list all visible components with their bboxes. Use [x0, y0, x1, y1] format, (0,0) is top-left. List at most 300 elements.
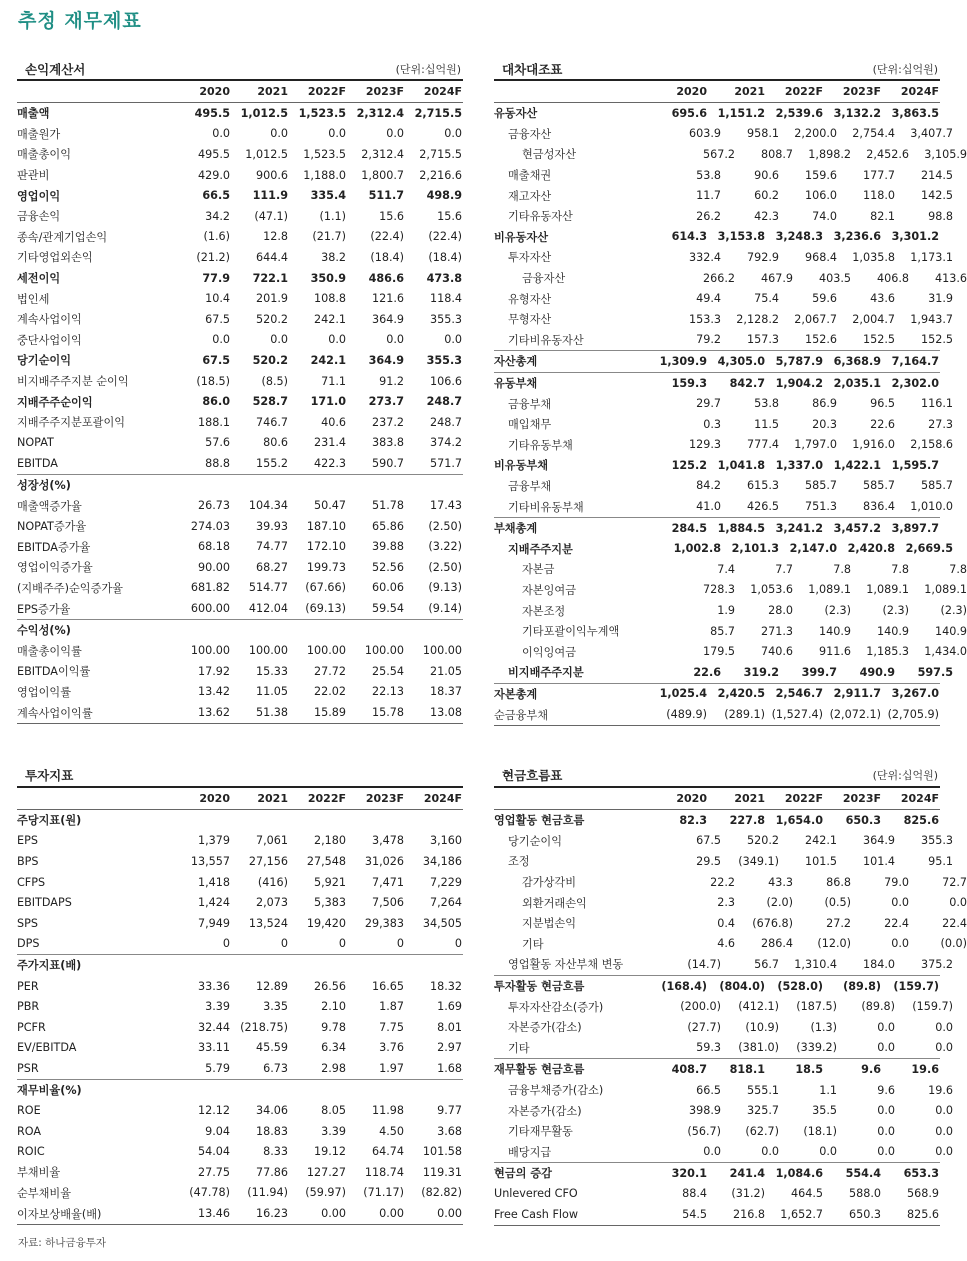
row-label: 영업이익증가율	[17, 561, 93, 575]
cell-value: (289.1)	[724, 708, 765, 722]
table-row	[17, 227, 463, 248]
cell-value: (381.0)	[738, 1041, 779, 1055]
cell-value: (59.97)	[305, 1186, 346, 1200]
cell-value: 31,026	[364, 854, 404, 868]
cell-value: 1,797.0	[794, 438, 837, 452]
cell-value: 80.6	[263, 436, 288, 450]
cell-value: 60.2	[754, 189, 779, 203]
income-statement-table	[17, 79, 463, 724]
row-label: 기타재무활동	[508, 1125, 573, 1139]
cell-value: 7,506	[371, 896, 404, 910]
cell-value: 65.86	[371, 519, 404, 533]
cell-value: 40.6	[321, 415, 346, 429]
cell-value: 335.4	[310, 189, 346, 203]
cell-value: 82.1	[870, 209, 895, 223]
table-row	[17, 1162, 463, 1183]
cell-value: 7.8	[891, 562, 909, 576]
cell-value: (0.0)	[940, 937, 967, 951]
cell-value: (71.17)	[363, 1186, 404, 1200]
cell-value: 0	[338, 937, 346, 951]
source-note: 자료: 하나금융투자	[18, 1237, 107, 1249]
cell-value: 59.6	[812, 292, 837, 306]
row-label: 주당지표(원)	[17, 814, 82, 828]
cell-value: 3.39	[321, 1124, 346, 1138]
table-row	[17, 1017, 463, 1038]
cell-value: 2,715.5	[414, 106, 462, 120]
cell-value: 1,904.2	[775, 376, 823, 390]
cell-value: 104.34	[248, 499, 288, 513]
cell-value: 2,312.4	[361, 147, 404, 161]
cell-value: (804.0)	[719, 979, 765, 993]
table-row	[17, 892, 463, 913]
column-header: 2020	[199, 85, 230, 98]
cell-value: 86.0	[202, 395, 230, 409]
cell-value: 2,035.1	[833, 376, 881, 390]
table-row	[494, 268, 967, 289]
cell-value: 614.3	[671, 230, 707, 244]
table-row	[494, 1204, 940, 1226]
cell-value: 26.2	[696, 209, 721, 223]
column-header: 2021	[734, 792, 765, 805]
column-header: 2023F	[365, 792, 404, 805]
cell-value: 0.0	[935, 1145, 953, 1159]
cell-value: 101.58	[422, 1145, 462, 1159]
cell-value: 2,546.7	[775, 687, 823, 701]
cell-value: 152.5	[920, 333, 953, 347]
table-row	[494, 288, 953, 309]
cell-value: 96.5	[870, 397, 895, 411]
cell-value: 399.7	[801, 665, 837, 679]
cell-value: (2.0)	[766, 896, 793, 910]
cell-value: 60.06	[371, 581, 404, 595]
table-row	[17, 810, 463, 831]
cell-value: 7,471	[371, 875, 404, 889]
cell-value: 15.89	[313, 706, 346, 720]
row-label: 종속/관계기업손익	[17, 230, 108, 244]
cell-value: 495.5	[194, 106, 230, 120]
row-label: 계속사업이익	[17, 313, 82, 327]
cell-value: 3,236.6	[833, 230, 881, 244]
cell-value: 51.78	[371, 499, 404, 513]
cell-value: 25.54	[371, 664, 404, 678]
row-label: 금융자산	[508, 127, 552, 141]
table-header	[17, 81, 463, 103]
cell-value: 7,229	[429, 875, 462, 889]
cell-value: 600.00	[190, 602, 230, 616]
table-row	[17, 330, 463, 351]
cell-value: 67.5	[202, 353, 230, 367]
cell-value: 836.4	[862, 500, 895, 514]
cell-value: 486.6	[368, 271, 404, 285]
cell-value: 355.3	[426, 353, 462, 367]
cell-value: (168.4)	[661, 979, 707, 993]
cell-value: 722.1	[252, 271, 288, 285]
cell-value: 3,160	[429, 834, 462, 848]
table-row	[494, 580, 967, 601]
table-row	[17, 124, 463, 145]
cell-value: 2,216.6	[419, 168, 462, 182]
cell-value: 7.75	[379, 1020, 404, 1034]
table-row	[17, 851, 463, 872]
table-row	[17, 536, 463, 557]
cell-value: (1.6)	[203, 230, 230, 244]
table-row	[494, 144, 967, 165]
cell-value: 88.4	[682, 1187, 707, 1201]
row-label: EBITDA이익률	[17, 665, 91, 679]
row-label: 영업이익	[17, 189, 61, 203]
table-row	[17, 268, 463, 289]
cell-value: 1,310.4	[794, 957, 837, 971]
cell-value: (218.75)	[240, 1020, 288, 1034]
row-label: EBITDAPS	[17, 896, 72, 910]
table-row	[17, 288, 463, 309]
cell-value: 248.7	[429, 415, 462, 429]
cell-value: 68.18	[197, 540, 230, 554]
cell-value: 1,089.1	[866, 583, 909, 597]
cell-value: (69.13)	[305, 602, 346, 616]
cell-value: 27.75	[197, 1165, 230, 1179]
cell-value: 284.5	[671, 521, 707, 535]
cell-value: 100.00	[306, 644, 346, 658]
cell-value: 0.00	[379, 1207, 404, 1221]
row-label: 기타유동부채	[508, 438, 573, 452]
row-label: 감가상각비	[522, 876, 577, 890]
cell-value: 364.9	[371, 312, 404, 326]
cell-value: 27.3	[928, 417, 953, 431]
column-header: 2023F	[842, 85, 881, 98]
row-label: EPS	[17, 834, 38, 848]
table-row	[494, 559, 967, 580]
table-row	[494, 704, 940, 726]
cell-value: 77.86	[255, 1165, 288, 1179]
row-label: 자산총계	[494, 355, 538, 369]
cell-value: 0.0	[819, 1145, 837, 1159]
cell-value: 8.33	[263, 1145, 288, 1159]
cell-value: 520.2	[746, 834, 779, 848]
cell-value: 85.7	[710, 624, 735, 638]
cell-value: 0.0	[935, 1020, 953, 1034]
cell-value: (18.4)	[370, 250, 404, 264]
table-row	[17, 872, 463, 893]
row-label: PSR	[17, 1061, 39, 1075]
investment-metrics-panel	[17, 762, 463, 1232]
cell-value: 5.79	[205, 1061, 230, 1075]
table-row	[494, 247, 953, 268]
row-label: 지배주주지분	[508, 542, 573, 556]
cell-value: 43.3	[768, 875, 793, 889]
table-row	[17, 185, 463, 206]
table-header	[17, 788, 463, 810]
cell-value: (18.4)	[428, 250, 462, 264]
row-label: CFPS	[17, 875, 46, 889]
cell-value: 67.5	[696, 834, 721, 848]
cell-value: 88.8	[205, 456, 230, 470]
cell-value: (416)	[257, 875, 288, 889]
cell-value: 64.74	[371, 1145, 404, 1159]
cell-value: 3,241.2	[775, 521, 823, 535]
row-label: 매출액증가율	[17, 499, 82, 513]
table-row	[494, 996, 953, 1017]
cell-value: 355.3	[429, 312, 462, 326]
cell-value: 140.9	[818, 624, 851, 638]
cell-value: (2,705.9)	[887, 708, 939, 722]
cell-value: 0.0	[949, 896, 967, 910]
cell-value: 2,147.0	[789, 542, 837, 556]
table-row	[17, 391, 463, 412]
cell-value: 498.9	[426, 189, 462, 203]
cell-value: 0.00	[321, 1207, 346, 1221]
row-label: 매출총이익	[17, 148, 72, 162]
cell-value: 1.69	[437, 1000, 462, 1014]
table-row	[494, 393, 953, 414]
row-label: 재고자산	[508, 189, 552, 203]
cell-value: 10.4	[205, 292, 230, 306]
row-label: 순부채비율	[17, 1186, 72, 1200]
cell-value: (27.7)	[687, 1020, 721, 1034]
cell-value: 140.9	[876, 624, 909, 638]
cell-value: 1,916.0	[852, 438, 895, 452]
row-label: 투자자산감소(증가)	[508, 1000, 604, 1014]
row-label: 현금성자산	[522, 148, 577, 162]
table-row	[17, 412, 463, 433]
row-label: 배당지급	[508, 1145, 552, 1159]
table-row	[494, 1121, 953, 1142]
table-row	[17, 682, 463, 703]
cell-value: 21.05	[429, 664, 462, 678]
cell-value: 57.6	[205, 436, 230, 450]
balance-sheet-panel	[494, 56, 967, 726]
table-row	[17, 144, 463, 165]
cell-value: 1,884.5	[717, 521, 765, 535]
cell-value: 0.0	[935, 1104, 953, 1118]
cell-value: 0.0	[703, 1145, 721, 1159]
cell-value: 429.0	[197, 168, 230, 182]
row-label: 자본증가(감소)	[508, 1021, 582, 1035]
row-label: 자본잉여금	[522, 583, 577, 597]
cell-value: 242.1	[310, 353, 346, 367]
row-label: 부채비율	[17, 1166, 61, 1180]
cell-value: 0.0	[270, 333, 288, 347]
table-row	[17, 702, 463, 724]
table-row	[17, 309, 463, 330]
table-row	[494, 227, 940, 248]
cell-value: 2,715.5	[419, 147, 462, 161]
cell-value: (2.50)	[428, 560, 462, 574]
cell-value: 242.1	[804, 834, 837, 848]
cell-value: 818.1	[729, 1062, 765, 1076]
cell-value: 50.47	[313, 499, 346, 513]
table-row	[494, 975, 940, 997]
row-label: 주가지표(배)	[17, 959, 82, 973]
row-label: 자본총계	[494, 687, 538, 701]
table-row	[494, 641, 967, 662]
table-row	[494, 1017, 953, 1038]
cell-value: 75.4	[754, 292, 779, 306]
cell-value: 9.6	[877, 1083, 895, 1097]
table-row	[494, 851, 953, 872]
cell-value: 248.7	[426, 395, 462, 409]
cell-value: 38.2	[321, 250, 346, 264]
cell-value: 9.04	[205, 1124, 230, 1138]
table-row	[494, 330, 953, 351]
cell-value: (8.5)	[261, 374, 288, 388]
cell-value: 0.0	[877, 1145, 895, 1159]
cell-value: 116.1	[920, 397, 953, 411]
cell-value: 91.2	[379, 374, 404, 388]
cell-value: 29,383	[364, 916, 404, 930]
cell-value: 900.6	[255, 168, 288, 182]
row-label: 순금융부채	[494, 708, 549, 722]
table-row	[17, 1142, 463, 1163]
cell-value: 34.2	[205, 209, 230, 223]
table-row	[17, 598, 463, 619]
unit-label: (단위:십억원)	[872, 769, 938, 782]
cell-value: 319.2	[743, 665, 779, 679]
cell-value: 43.6	[870, 292, 895, 306]
cell-value: 9.77	[437, 1104, 462, 1118]
cell-value: 119.31	[422, 1165, 462, 1179]
cell-value: 3,478	[371, 834, 404, 848]
table-row	[494, 934, 967, 955]
cell-value: 140.9	[934, 624, 967, 638]
cell-value: 0.0	[877, 1104, 895, 1118]
row-label: 당기순이익	[508, 834, 563, 848]
cell-value: 273.7	[368, 395, 404, 409]
row-label: 현금의 증감	[494, 1167, 552, 1181]
cell-value: 108.8	[313, 292, 346, 306]
cell-value: 520.2	[252, 353, 288, 367]
cell-value: 19.6	[928, 1083, 953, 1097]
row-label: Unlevered CFO	[494, 1187, 578, 1201]
table-row	[17, 165, 463, 186]
cell-value: (56.7)	[687, 1124, 721, 1138]
cell-value: 59.54	[371, 602, 404, 616]
cell-value: 603.9	[688, 127, 721, 141]
cell-value: 3,153.8	[717, 230, 765, 244]
cell-value: 177.7	[862, 168, 895, 182]
cell-value: 34,505	[422, 916, 462, 930]
cell-value: 751.3	[804, 500, 837, 514]
cell-value: 412.04	[248, 602, 288, 616]
table-row	[494, 372, 940, 394]
cell-value: 16.23	[255, 1207, 288, 1221]
row-label: ROA	[17, 1124, 42, 1138]
cell-value: 188.1	[197, 415, 230, 429]
cell-value: 86.9	[812, 397, 837, 411]
table-row	[17, 996, 463, 1017]
cell-value: 1,053.6	[750, 583, 793, 597]
cell-value: 2,200.0	[794, 127, 837, 141]
cell-value: (18.1)	[803, 1124, 837, 1138]
cell-value: 3,457.2	[833, 521, 881, 535]
table-row	[494, 892, 967, 913]
cell-value: 1,010.0	[910, 500, 953, 514]
cell-value: 490.9	[859, 665, 895, 679]
cell-value: 13,557	[190, 854, 230, 868]
cell-value: 142.5	[920, 189, 953, 203]
cell-value: 9.6	[861, 1062, 881, 1076]
cell-value: 67.5	[205, 312, 230, 326]
cell-value: 159.6	[804, 168, 837, 182]
table-row	[17, 578, 463, 599]
cell-value: 644.4	[255, 250, 288, 264]
cash-flow-panel	[494, 762, 967, 1232]
cell-value: 90.6	[754, 168, 779, 182]
cell-value: 214.5	[920, 168, 953, 182]
cell-value: 100.00	[190, 644, 230, 658]
cell-value: 0.0	[877, 1124, 895, 1138]
cell-value: (2.3)	[940, 604, 967, 618]
cell-value: 0.0	[212, 333, 230, 347]
cell-value: 1,523.5	[303, 147, 346, 161]
cell-value: 2,539.6	[775, 106, 823, 120]
cell-value: 20.3	[812, 417, 837, 431]
cell-value: 3.68	[437, 1124, 462, 1138]
table-row	[17, 371, 463, 392]
cell-value: 51.38	[255, 706, 288, 720]
cell-value: 15.6	[379, 209, 404, 223]
row-label: 금융손익	[17, 210, 61, 224]
row-label: 무형자산	[508, 313, 552, 327]
table-row	[17, 516, 463, 537]
cell-value: 825.6	[906, 1208, 939, 1222]
row-label: 기타비유동부채	[508, 500, 584, 514]
cell-value: 3,407.7	[910, 127, 953, 141]
row-label: 조정	[508, 855, 530, 869]
cell-value: 511.7	[368, 189, 404, 203]
table-row	[494, 414, 953, 435]
page-title: 추정 재무제표	[18, 10, 142, 32]
cell-value: (159.7)	[893, 979, 939, 993]
cell-value: 106.0	[804, 189, 837, 203]
cell-value: 19,420	[306, 916, 346, 930]
row-label: 지배주주지분포괄이익	[17, 416, 126, 430]
cell-value: 1,434.0	[924, 645, 967, 659]
cell-value: 100.00	[422, 644, 462, 658]
cell-value: 72.7	[942, 875, 967, 889]
cell-value: (21.2)	[196, 250, 230, 264]
cell-value: 22.6	[870, 417, 895, 431]
cell-value: 5,921	[313, 875, 346, 889]
table-row	[17, 1203, 463, 1225]
cell-value: 7.8	[833, 562, 851, 576]
cell-value: 27,548	[306, 854, 346, 868]
cell-value: (2,072.1)	[829, 708, 881, 722]
table-row	[494, 1142, 953, 1163]
row-label: 부채총계	[494, 522, 538, 536]
cell-value: 1.87	[379, 1000, 404, 1014]
cell-value: 364.9	[862, 834, 895, 848]
cell-value: 0.4	[717, 916, 735, 930]
table-row	[17, 934, 463, 955]
column-header: 2020	[199, 792, 230, 805]
row-label: NOPAT	[17, 436, 54, 450]
row-label: 자본조정	[522, 604, 566, 618]
cell-value: 11.05	[255, 685, 288, 699]
cell-value: 968.4	[804, 250, 837, 264]
cell-value: 1,309.9	[659, 354, 707, 368]
cell-value: (21.7)	[312, 230, 346, 244]
row-label: 지배주주순이익	[17, 395, 93, 409]
cell-value: 408.7	[671, 1062, 707, 1076]
cell-value: 66.5	[202, 189, 230, 203]
cell-value: 2,180	[313, 834, 346, 848]
row-label: 유형자산	[508, 292, 552, 306]
cell-value: 7,164.7	[891, 354, 939, 368]
panel-title: 투자지표	[25, 768, 74, 783]
cell-value: (82.82)	[421, 1186, 462, 1200]
cell-value: 7,264	[429, 896, 462, 910]
